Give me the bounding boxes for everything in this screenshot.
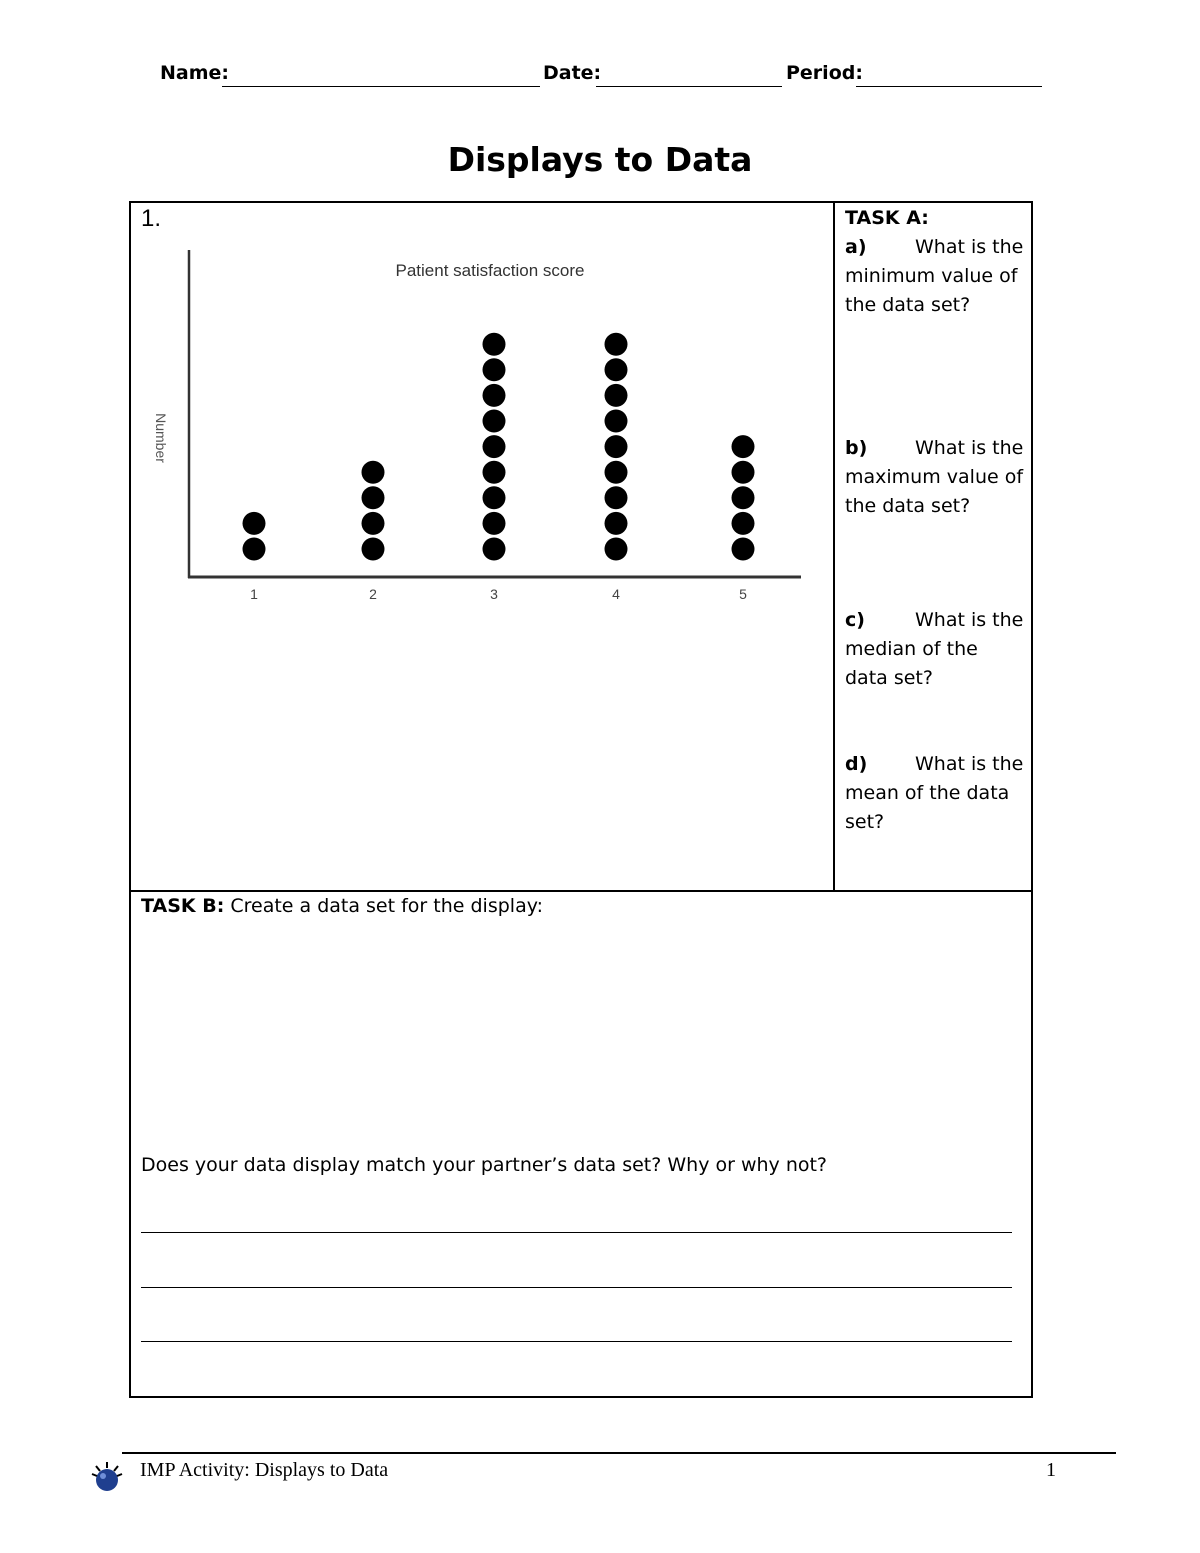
dot-4-1: [605, 538, 628, 561]
task-a-label: TASK A:: [845, 207, 929, 229]
answer-line-3[interactable]: [141, 1341, 1012, 1342]
dot-3-5: [483, 435, 506, 458]
dot-plot-chart: [135, 240, 815, 620]
problem-number: 1.: [141, 205, 162, 232]
question-letter: b): [845, 437, 868, 459]
dot-2-1: [362, 538, 385, 561]
question-text: What is the maximum value of the data set?: [845, 437, 1024, 517]
imp-logo-icon: [88, 1458, 128, 1498]
x-tick-label-5: 5: [739, 586, 747, 602]
task-a-question-c: [845, 606, 1025, 693]
dot-1-2: [243, 512, 266, 535]
page-number: 1: [1046, 1459, 1056, 1481]
dot-2-4: [362, 461, 385, 484]
dot-5-4: [732, 461, 755, 484]
x-tick-label-1: 1: [250, 586, 258, 602]
dot-4-7: [605, 384, 628, 407]
dot-4-3: [605, 486, 628, 509]
task-a-question-a: [845, 233, 1025, 320]
dot-3-9: [483, 333, 506, 356]
match-question: Does your data display match your partner’s data set? Why or why not?: [141, 1154, 828, 1176]
answer-line-1[interactable]: [141, 1232, 1012, 1233]
dot-3-6: [483, 410, 506, 433]
chart-title: Patient satisfaction score: [395, 261, 585, 280]
dot-4-4: [605, 461, 628, 484]
row-divider: [129, 890, 1033, 892]
question-text: What is the minimum value of the data set?: [845, 236, 1024, 316]
question-text: What is the mean of the data set?: [845, 753, 1024, 833]
task-b-prompt: [141, 895, 543, 917]
dot-4-5: [605, 435, 628, 458]
date-field[interactable]: [596, 86, 782, 87]
question-text: What is the median of the data set?: [845, 609, 1024, 689]
dot-3-2: [483, 512, 506, 535]
footer-rule: [122, 1452, 1116, 1454]
task-a-question-b: [845, 434, 1025, 521]
dot-5-1: [732, 538, 755, 561]
period-label: Period:: [786, 62, 863, 84]
dot-3-1: [483, 538, 506, 561]
name-field[interactable]: [222, 86, 540, 87]
footer-text: IMP Activity: Displays to Data: [140, 1459, 389, 1481]
task-a-question-d: [845, 750, 1025, 837]
task-b-label: TASK B:: [141, 895, 225, 917]
dot-3-8: [483, 358, 506, 381]
dot-2-3: [362, 486, 385, 509]
dot-1-1: [243, 538, 266, 561]
date-label: Date:: [543, 62, 602, 84]
dot-5-2: [732, 512, 755, 535]
dot-4-6: [605, 410, 628, 433]
dot-5-3: [732, 486, 755, 509]
dot-3-4: [483, 461, 506, 484]
answer-line-2[interactable]: [141, 1287, 1012, 1288]
question-letter: c): [845, 609, 865, 631]
dot-3-7: [483, 384, 506, 407]
task-a-heading: [845, 204, 1025, 233]
dot-5-5: [732, 435, 755, 458]
column-divider: [833, 201, 835, 892]
dot-4-8: [605, 358, 628, 381]
student-info-row: [160, 60, 1050, 90]
x-tick-label-3: 3: [490, 586, 498, 602]
x-tick-label-2: 2: [369, 586, 377, 602]
task-b-text: Create a data set for the display:: [230, 895, 543, 917]
period-field[interactable]: [856, 86, 1042, 87]
dot-4-9: [605, 333, 628, 356]
question-letter: a): [845, 236, 867, 258]
dot-4-2: [605, 512, 628, 535]
page-title: Displays to Data: [447, 140, 753, 179]
dot-3-3: [483, 486, 506, 509]
chart-y-axis-label: Number: [153, 413, 169, 463]
x-tick-label-4: 4: [612, 586, 620, 602]
dot-2-2: [362, 512, 385, 535]
question-letter: d): [845, 753, 868, 775]
name-label: Name:: [160, 62, 230, 84]
